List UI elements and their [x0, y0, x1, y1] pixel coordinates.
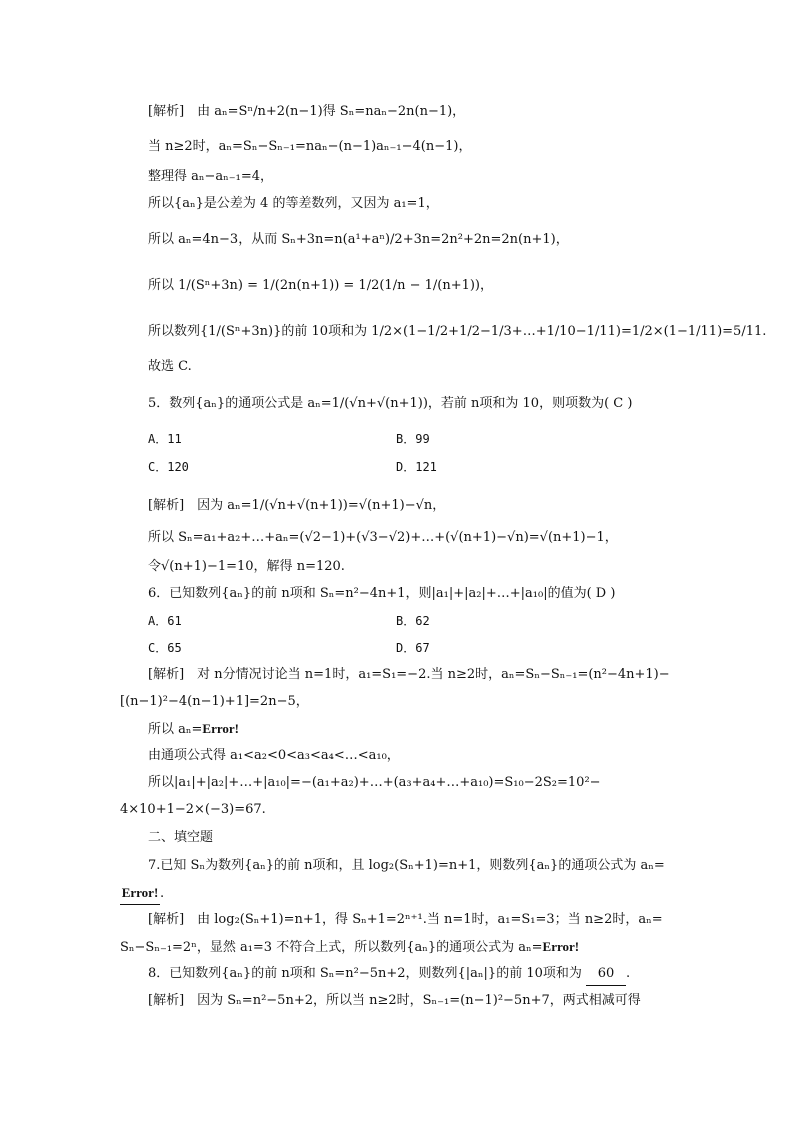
q7-error-text: Error!: [542, 939, 580, 954]
q6-solution-line-6: 4×10+1−2×(−3)=67.: [120, 802, 266, 817]
solution-line-2: 当 n≥2时，aₙ=Sₙ−Sₙ₋₁=naₙ−(n−1)aₙ₋₁−4(n−1)，: [148, 139, 472, 154]
question-6: 6．已知数列{aₙ}的前 n项和 Sₙ=n²−4n+1，则|a₁|+|a₂|+…+|a₁₀|的值为( D ): [148, 586, 616, 601]
q8-text: 8．已知数列{aₙ}的前 n项和 Sₙ=n²−5n+2，则数列{|aₙ|}的前 10项和为: [148, 966, 582, 981]
q5-option-d: D．121: [396, 460, 437, 474]
q7-period: .: [160, 886, 165, 901]
q7-solution-line-2: [120, 936, 682, 958]
q7-answer-blank: Error!: [120, 882, 160, 905]
q8-solution-line-1: [解析] 因为 Sₙ=n²−5n+2，所以当 n≥2时，Sₙ₋₁=(n−1)²−5n+7，两式相减可得: [148, 993, 641, 1008]
q6-solution-line-3: [148, 718, 678, 740]
question-8: [148, 963, 678, 985]
q7-solution-text: Sₙ−Sₙ₋₁=2ⁿ，显然 a₁=3 不符合上式，所以数列{aₙ}的通项公式为 aₙ=: [120, 940, 543, 955]
q6-solution-line-2: [(n−1)²−4(n−1)+1]=2n−5，: [120, 694, 309, 709]
q6-solution-line-4: 由通项公式得 a₁<a₂<0<a₃<a₄<…<a₁₀，: [148, 748, 400, 763]
q5-solution-line-2: 所以 Sₙ=a₁+a₂+…+aₙ=(√2−1)+(√3−√2)+…+(√(n+1)−√n)=√(n+1)−1，: [148, 530, 618, 545]
solution-line-4: 所以{aₙ}是公差为 4 的等差数列，又因为 a₁=1，: [148, 196, 439, 211]
question-7: 7.已知 Sₙ为数列{aₙ}的前 n项和，且 log₂(Sₙ+1)=n+1，则数列{aₙ}的通项公式为 aₙ=: [148, 858, 665, 873]
q5-option-a: A．11: [148, 432, 182, 446]
q5-solution-line-1: [解析] 因为 aₙ=1/(√n+√(n+1))=√(n+1)−√n，: [148, 498, 446, 513]
q5-option-b: B．99: [396, 432, 430, 446]
solution-line-8: 故选 C.: [148, 359, 192, 374]
q6-solution-line-5: 所以|a₁|+|a₂|+…+|a₁₀|=−(a₁+a₂)+…+(a₃+a₄+…+a₁₀)=S₁₀−2S₂=10²−: [148, 775, 601, 790]
q6-option-c: C．65: [148, 641, 182, 655]
q7-solution-line-1: [解析] 由 log₂(Sₙ+1)=n+1，得 Sₙ+1=2ⁿ⁺¹.当 n=1时，a₁=S₁=3；当 n≥2时，aₙ=: [148, 912, 663, 927]
solution-line-6: 所以 1/(Sⁿ+3n) = 1/(2n(n+1)) = 1/2(1/n − 1/(n+1))，: [148, 278, 494, 293]
q6-an-prefix: 所以 aₙ=: [148, 722, 203, 737]
solution-line-1: [解析] 由 aₙ=Sⁿ/n+2(n−1)得 Sₙ=naₙ−2n(n−1)，: [148, 104, 466, 119]
q8-answer-blank: 60: [586, 963, 626, 986]
solution-line-3: 整理得 aₙ−aₙ₋₁=4，: [148, 169, 274, 184]
q5-solution-line-3: 令√(n+1)−1=10，解得 n=120.: [148, 559, 345, 574]
solution-line-5: 所以 aₙ=4n−3，从而 Sₙ+3n=n(a¹+aⁿ)/2+3n=2n²+2n=2n(n+1)，: [148, 232, 569, 247]
q6-option-d: D．67: [396, 641, 430, 655]
q6-option-a: A．61: [148, 614, 182, 628]
q8-period: .: [626, 966, 631, 981]
question-5: 5．数列{aₙ}的通项公式是 aₙ=1/(√n+√(n+1))，若前 n项和为 10，则项数为( C ): [148, 396, 633, 411]
solution-line-7: 所以数列{1/(Sⁿ+3n)}的前 10项和为 1/2×(1−1/2+1/2−1/3+…+1/10−1/11)=1/2×(1−1/11)=5/11.: [148, 324, 767, 339]
q6-option-b: B．62: [396, 614, 430, 628]
q5-option-c: C．120: [148, 460, 189, 474]
question-7-answer: [120, 882, 682, 904]
section-heading-fill-in: 二、填空题: [148, 830, 214, 845]
q6-solution-line-1: [解析] 对 n分情况讨论当 n=1时，a₁=S₁=−2.当 n≥2时，aₙ=Sₙ−Sₙ₋₁=(n²−4n+1)−: [148, 667, 670, 682]
error-text: Error!: [202, 721, 239, 736]
